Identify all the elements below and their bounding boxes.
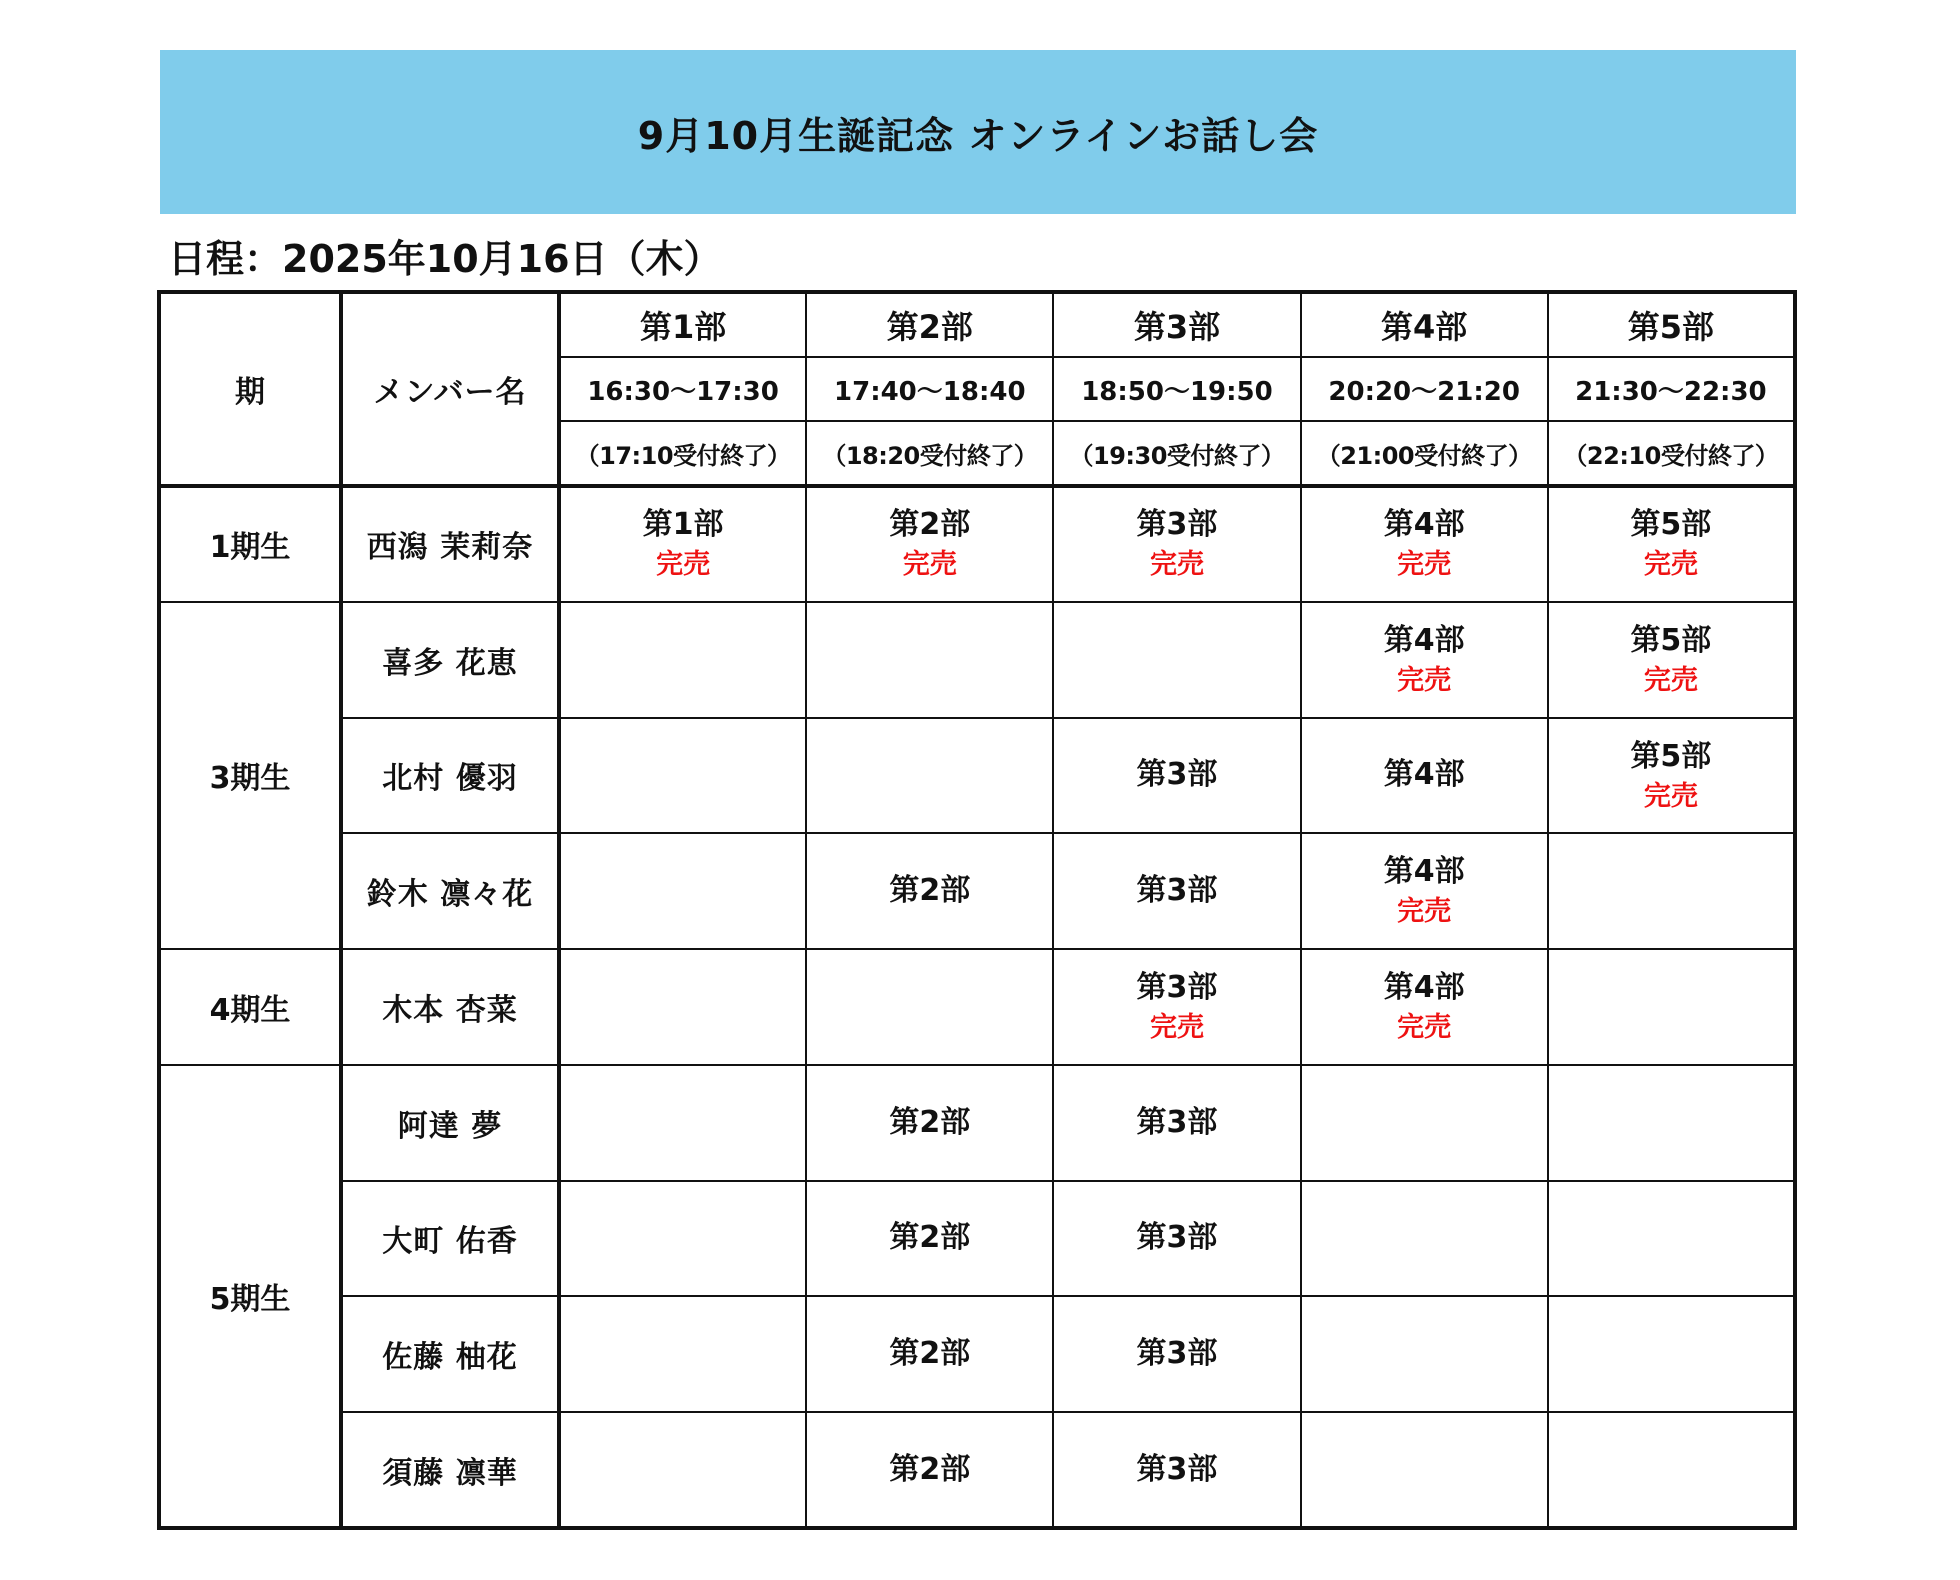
slot-part: 第3部 xyxy=(1136,873,1218,909)
slot-cell xyxy=(1053,1065,1300,1181)
member-name: 鈴木 凛々花 xyxy=(341,833,559,949)
generation-label: 1期生 xyxy=(159,486,341,602)
schedule-header xyxy=(159,292,1795,486)
part-time: 16:30〜17:30 xyxy=(559,357,806,421)
member-name: 北村 優羽 xyxy=(341,718,559,834)
part-time: 18:50〜19:50 xyxy=(1053,357,1300,421)
soldout-badge: 完売 xyxy=(1149,549,1204,581)
part-label: 第5部 xyxy=(1548,292,1795,357)
slot-cell xyxy=(1053,718,1300,834)
slot-cell xyxy=(1548,1065,1795,1181)
slot-cell xyxy=(1548,833,1795,949)
table-row xyxy=(159,833,1795,949)
slot-part: 第3部 xyxy=(1136,1220,1218,1256)
slot-cell xyxy=(1548,1181,1795,1297)
soldout-badge: 完売 xyxy=(1397,896,1452,928)
slot-part: 第5部 xyxy=(1630,622,1712,658)
slot-cell xyxy=(1301,1296,1548,1412)
slot-part: 第3部 xyxy=(1136,970,1218,1006)
slot-part: 第3部 xyxy=(1136,1336,1218,1372)
slot-cell xyxy=(806,1065,1053,1181)
slot-cell xyxy=(1053,1181,1300,1297)
soldout-badge: 完売 xyxy=(1397,549,1452,581)
slot-cell xyxy=(559,949,806,1065)
generation-label: 3期生 xyxy=(159,602,341,949)
slot-cell xyxy=(1548,486,1795,602)
slot-cell xyxy=(1548,949,1795,1065)
table-row xyxy=(159,1065,1795,1181)
soldout-badge: 完売 xyxy=(656,549,711,581)
table-row xyxy=(159,1181,1795,1297)
header-generation: 期 xyxy=(159,292,341,486)
slot-cell xyxy=(806,602,1053,718)
title-banner xyxy=(160,50,1796,214)
schedule-body xyxy=(159,486,1795,1528)
generation-label: 4期生 xyxy=(159,949,341,1065)
member-name: 佐藤 柚花 xyxy=(341,1296,559,1412)
slot-part: 第4部 xyxy=(1383,507,1465,543)
soldout-badge: 完売 xyxy=(1643,549,1698,581)
slot-cell xyxy=(1548,1296,1795,1412)
slot-cell xyxy=(806,718,1053,834)
slot-part: 第4部 xyxy=(1383,970,1465,1006)
slot-cell xyxy=(1053,1296,1300,1412)
part-time: 21:30〜22:30 xyxy=(1548,357,1795,421)
slot-cell xyxy=(1548,718,1795,834)
soldout-badge: 完売 xyxy=(1397,664,1452,696)
part-label: 第3部 xyxy=(1053,292,1300,357)
event-date: 日程：2025年10月16日（木） xyxy=(168,237,722,281)
table-row xyxy=(159,949,1795,1065)
slot-cell xyxy=(1301,1065,1548,1181)
slot-part: 第2部 xyxy=(889,1104,971,1140)
slot-cell xyxy=(1548,602,1795,718)
member-name: 木本 杏菜 xyxy=(341,949,559,1065)
part-reception-end: （18:20受付終了） xyxy=(806,421,1053,486)
generation-label: 5期生 xyxy=(159,1065,341,1528)
header-row-parts xyxy=(159,292,1795,357)
table-row xyxy=(159,1412,1795,1528)
soldout-badge: 完売 xyxy=(1643,780,1698,812)
slot-part: 第4部 xyxy=(1383,757,1465,793)
slot-cell xyxy=(1301,949,1548,1065)
slot-cell xyxy=(806,1181,1053,1297)
slot-cell xyxy=(1301,833,1548,949)
member-name: 喜多 花恵 xyxy=(341,602,559,718)
member-name: 西潟 茉莉奈 xyxy=(341,486,559,602)
slot-cell xyxy=(1301,486,1548,602)
slot-cell xyxy=(806,1412,1053,1528)
member-name: 須藤 凛華 xyxy=(341,1412,559,1528)
slot-cell xyxy=(806,833,1053,949)
table-row xyxy=(159,1296,1795,1412)
slot-part: 第3部 xyxy=(1136,1451,1218,1487)
slot-cell xyxy=(559,833,806,949)
slot-cell xyxy=(1301,1181,1548,1297)
slot-part: 第2部 xyxy=(889,1336,971,1372)
slot-part: 第3部 xyxy=(1136,1104,1218,1140)
soldout-badge: 完売 xyxy=(1397,1012,1452,1044)
slot-part: 第5部 xyxy=(1630,738,1712,774)
page-title: 9月10月生誕記念 オンラインお話し会 xyxy=(637,113,1319,158)
part-time: 17:40〜18:40 xyxy=(806,357,1053,421)
slot-cell xyxy=(559,1412,806,1528)
slot-cell xyxy=(1301,1412,1548,1528)
slot-cell xyxy=(559,718,806,834)
part-reception-end: （19:30受付終了） xyxy=(1053,421,1300,486)
slot-part: 第2部 xyxy=(889,1451,971,1487)
slot-cell xyxy=(559,1065,806,1181)
member-name: 阿達 夢 xyxy=(341,1065,559,1181)
slot-cell xyxy=(1301,602,1548,718)
slot-part: 第5部 xyxy=(1630,507,1712,543)
table-row xyxy=(159,718,1795,834)
slot-cell xyxy=(1548,1412,1795,1528)
slot-cell xyxy=(1301,718,1548,834)
slot-cell xyxy=(1053,1412,1300,1528)
slot-cell xyxy=(1053,602,1300,718)
header-member-name: メンバー名 xyxy=(341,292,559,486)
slot-part: 第3部 xyxy=(1136,507,1218,543)
member-name: 大町 佑香 xyxy=(341,1181,559,1297)
slot-part: 第2部 xyxy=(889,1220,971,1256)
slot-cell xyxy=(559,602,806,718)
slot-cell xyxy=(1053,486,1300,602)
table-row xyxy=(159,602,1795,718)
slot-cell xyxy=(559,1181,806,1297)
part-reception-end: （22:10受付終了） xyxy=(1548,421,1795,486)
slot-cell xyxy=(806,1296,1053,1412)
slot-part: 第1部 xyxy=(642,507,724,543)
soldout-badge: 完売 xyxy=(1643,664,1698,696)
schedule-table xyxy=(157,290,1797,1530)
slot-cell xyxy=(559,1296,806,1412)
slot-part: 第4部 xyxy=(1383,854,1465,890)
soldout-badge: 完売 xyxy=(1149,1012,1204,1044)
slot-part: 第4部 xyxy=(1383,622,1465,658)
part-reception-end: （21:00受付終了） xyxy=(1301,421,1548,486)
slot-cell xyxy=(1053,833,1300,949)
part-label: 第2部 xyxy=(806,292,1053,357)
table-row xyxy=(159,486,1795,602)
slot-cell xyxy=(1053,949,1300,1065)
part-reception-end: （17:10受付終了） xyxy=(559,421,806,486)
slot-cell xyxy=(806,486,1053,602)
slot-part: 第3部 xyxy=(1136,757,1218,793)
slot-part: 第2部 xyxy=(889,873,971,909)
slot-cell xyxy=(806,949,1053,1065)
part-time: 20:20〜21:20 xyxy=(1301,357,1548,421)
slot-cell xyxy=(559,486,806,602)
part-label: 第4部 xyxy=(1301,292,1548,357)
part-label: 第1部 xyxy=(559,292,806,357)
soldout-badge: 完売 xyxy=(902,549,957,581)
slot-part: 第2部 xyxy=(889,507,971,543)
